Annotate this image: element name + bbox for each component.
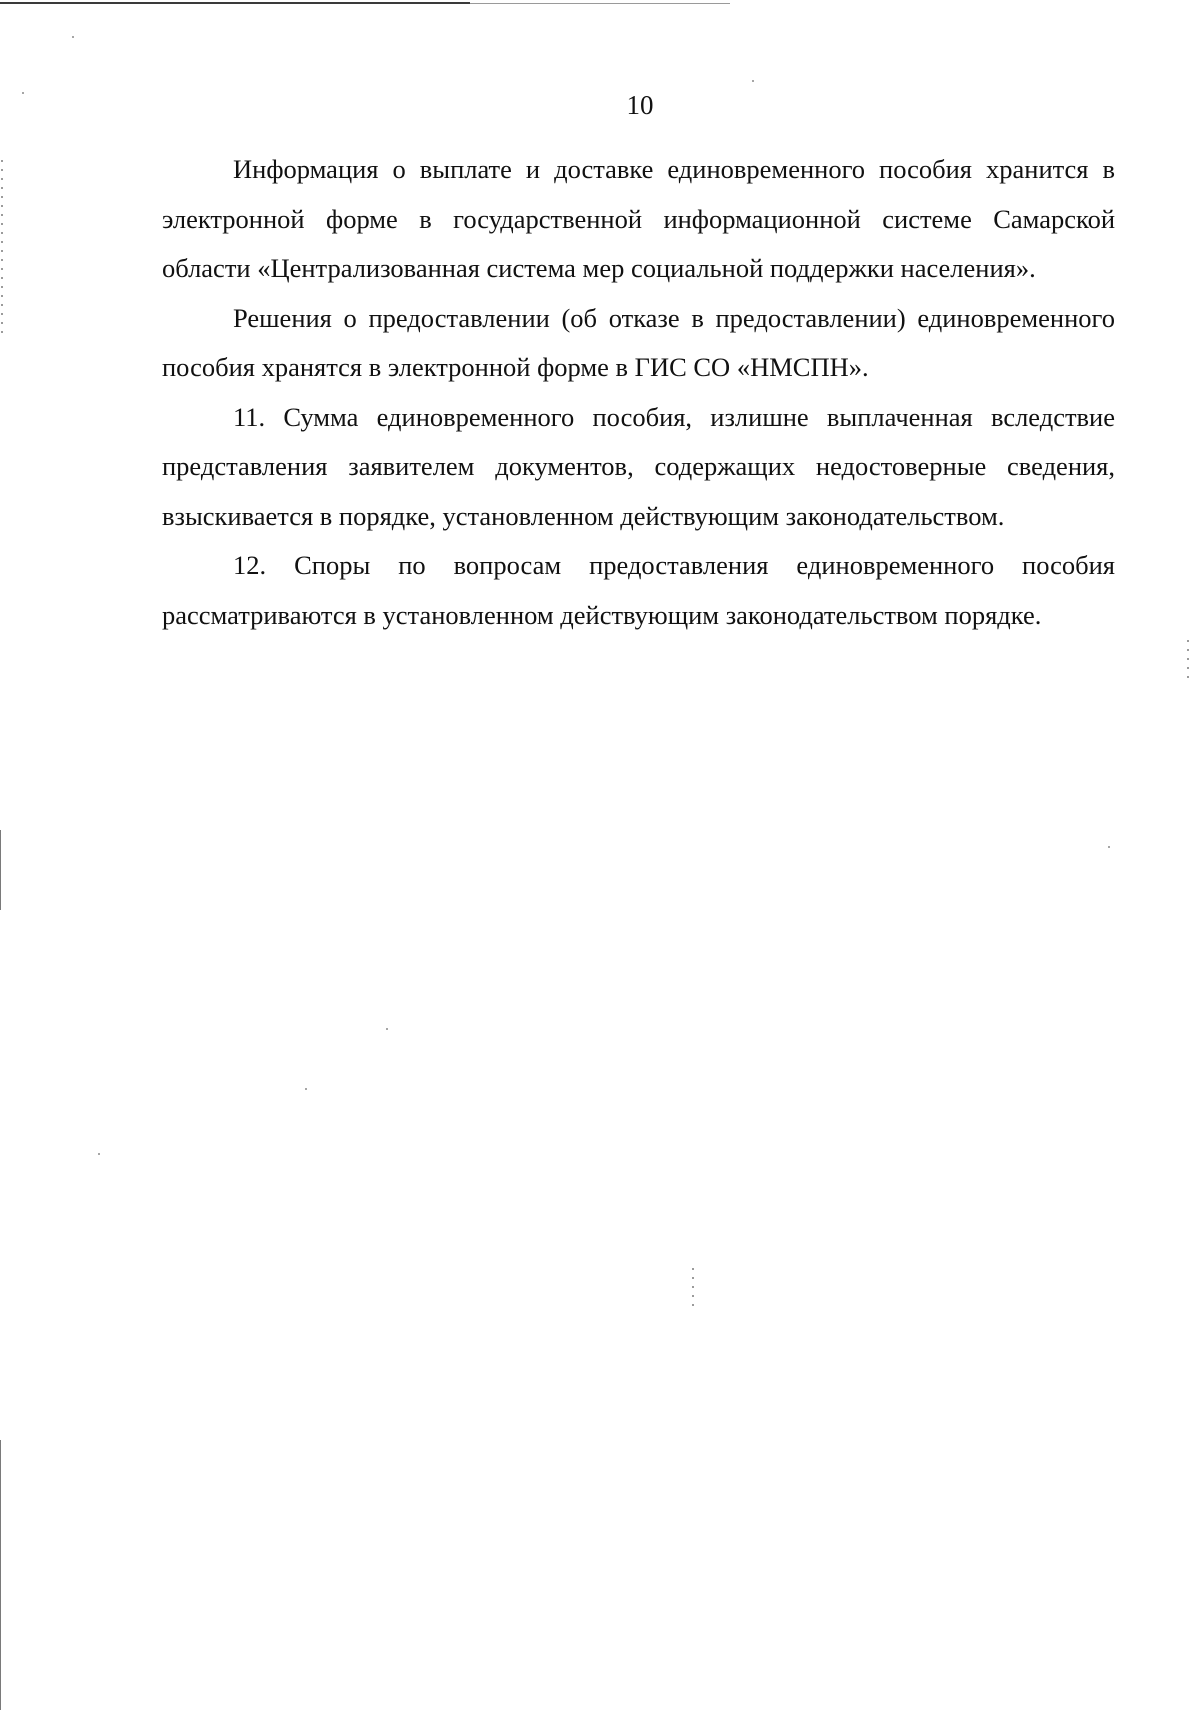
- paragraph-item-12: 12. Споры по вопросам предоставления единовременного пособия рассматриваются в установленном действующим законодательством порядке.: [162, 550, 1115, 630]
- scan-artifact-left-dots: [1, 160, 3, 340]
- paragraph-decisions-storage: Решения о предоставлении (об отказе в предоставлении) единовременного пособия хранятся в электронной форме в ГИС СО «НМСПН».: [162, 302, 1115, 382]
- scan-artifact-speck: [305, 1088, 307, 1090]
- scan-artifact-center-dots: [692, 1268, 694, 1308]
- paragraph-item-11: 11. Сумма единовременного пособия, излишне выплаченная вследствие представления заявителем документов, содержащих недостоверные сведения, взыскивается в порядке, установленном действующим законодательством.: [162, 401, 1115, 531]
- scan-artifact-top-line: [0, 2, 470, 4]
- scan-artifact-top-line-faint: [470, 3, 730, 4]
- scan-artifact-speck: [22, 92, 24, 94]
- document-body: [162, 145, 1115, 640]
- scan-artifact-left-edge: [0, 830, 1, 910]
- scan-artifact-speck: [752, 80, 754, 82]
- paragraph-info-storage: Информация о выплате и доставке единовременного пособия хранится в электронной форме в государственной информационной системе Самарской области «Централизованная система мер социальной поддержки населения».: [162, 154, 1115, 283]
- scan-artifact-right-dots: [1187, 640, 1189, 685]
- scan-artifact-speck: [72, 36, 74, 38]
- scan-artifact-left-edge: [0, 1440, 1, 1710]
- scan-artifact-speck: [386, 1028, 388, 1030]
- scan-artifact-speck: [98, 1153, 100, 1155]
- page-number: 10: [626, 90, 654, 120]
- scan-artifact-speck: [1108, 846, 1110, 848]
